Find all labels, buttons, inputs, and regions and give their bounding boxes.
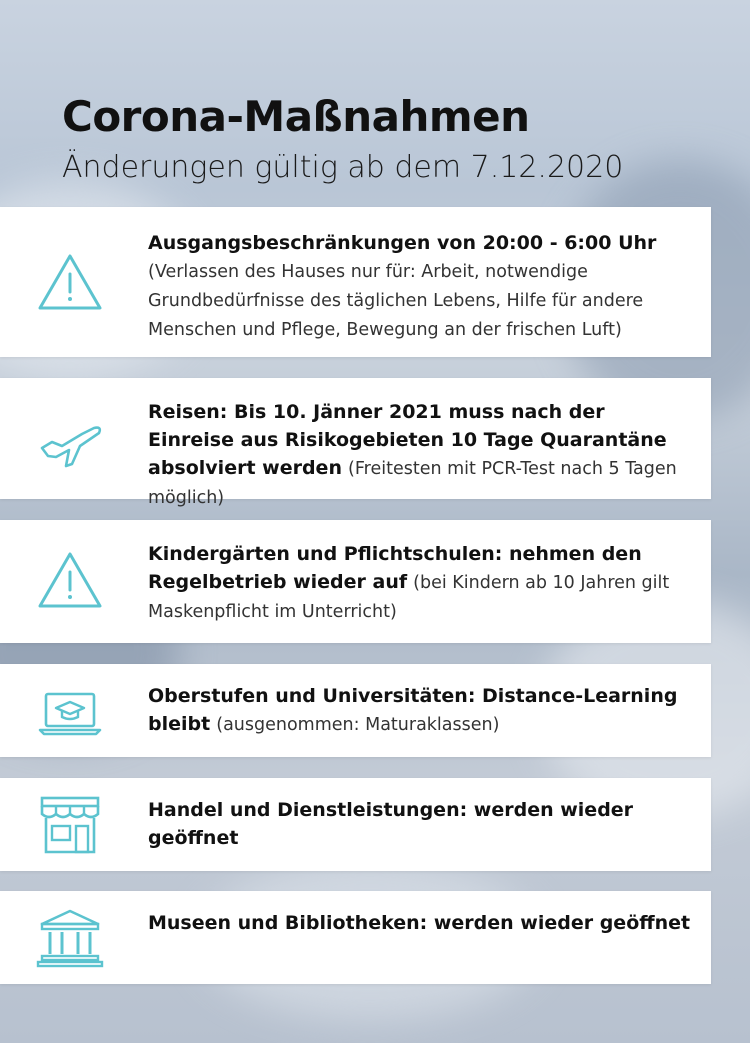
- warning-icon: [36, 252, 104, 312]
- card-text: [148, 682, 693, 739]
- card-retail: [0, 778, 711, 871]
- card-text: [148, 398, 693, 512]
- card-universities: [0, 664, 711, 757]
- card-heading: Ausgangsbeschränkungen von 20:00 - 6:00 Uhr: [148, 232, 657, 254]
- card-travel: [0, 378, 711, 508]
- storefront-icon: [36, 796, 104, 856]
- card-detail: (bei Kindern ab 10 Jahren gilt Maskenpflicht im Unterricht): [148, 573, 670, 622]
- card-schools: [0, 520, 711, 643]
- card-curfew: [0, 207, 711, 357]
- card-heading: Reisen: Bis 10. Jänner 2021 muss nach der Einreise aus Risikogebieten 10 Tage Quarantäne absolviert werden: [148, 401, 667, 479]
- warning-icon: [36, 550, 104, 610]
- airplane-icon: [36, 412, 104, 472]
- laptop-graduation-cap-icon: [36, 682, 104, 742]
- card-text: [148, 229, 693, 344]
- header: [62, 88, 702, 188]
- page-subtitle: Änderungen gültig ab dem 7.12.2020: [62, 150, 624, 185]
- museum-icon: [36, 908, 104, 968]
- card-text: [148, 540, 693, 626]
- card-text: [148, 796, 693, 852]
- card-detail: (Freitesten mit PCR-Test nach 5 Tagen möglich): [148, 459, 677, 508]
- card-heading: Museen und Bibliotheken: werden wieder geöffnet: [148, 912, 691, 934]
- page-title: Corona-Maßnahmen: [62, 92, 530, 141]
- card-museums: [0, 891, 711, 984]
- card-detail: (Verlassen des Hauses nur für: Arbeit, notwendige Grundbedürfnisse des täglichen Lebens, Hilfe für andere Menschen und Pflege, Bewegung an der frischen Luft): [148, 262, 644, 340]
- card-heading: Kindergärten und Pflichtschulen: nehmen den Regelbetrieb wieder auf: [148, 543, 642, 593]
- card-heading: Oberstufen und Universitäten: Distance-Learning bleibt: [148, 685, 678, 735]
- card-text: [148, 909, 693, 937]
- card-heading: Handel und Dienstleistungen: werden wieder geöffnet: [148, 799, 634, 849]
- card-detail: (ausgenommen: Maturaklassen): [216, 715, 500, 735]
